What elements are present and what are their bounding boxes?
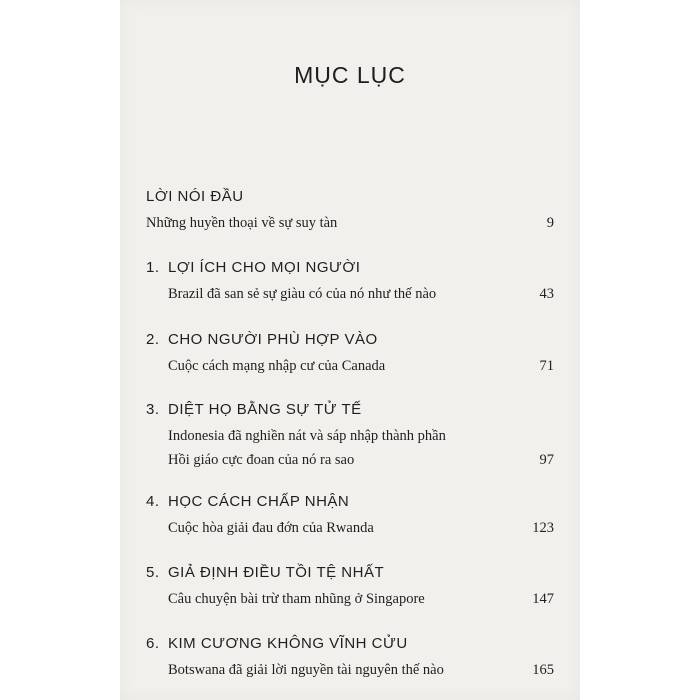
toc-page-number: 147 (532, 591, 554, 607)
toc-heading-text: HỌC CÁCH CHẤP NHẬN (168, 493, 350, 510)
toc-subtitle-line: Botswana đã giải lời nguyền tài nguyên thế nào (168, 662, 444, 678)
toc-subtitle (146, 587, 554, 611)
toc-heading (146, 330, 554, 350)
toc-subtitle-line: Indonesia đã nghiền nát và sáp nhập thành phần (168, 428, 446, 444)
toc-page-number: 71 (539, 358, 554, 374)
toc-subtitle-line: Câu chuyện bài trừ tham nhũng ở Singapore (168, 591, 425, 607)
page-title: MỤC LỤC (294, 62, 406, 88)
toc-heading (146, 563, 554, 583)
toc-subtitle (146, 658, 554, 682)
toc-heading (146, 400, 554, 420)
toc-page-number: 9 (546, 215, 554, 231)
toc-subtitle (146, 424, 554, 448)
toc-subtitle (146, 516, 554, 540)
toc-subtitle-line: Brazil đã san sẻ sự giàu có của nó như thế nào (168, 286, 437, 302)
toc-entry-6 (146, 634, 554, 682)
toc-subtitle-line: Cuộc hòa giải đau đớn của Rwanda (168, 520, 374, 536)
toc-page-number: 123 (532, 520, 554, 536)
toc-subtitle (146, 448, 554, 472)
toc-entry-5 (146, 563, 554, 611)
toc-entry-2 (146, 330, 554, 378)
toc-page-number: 97 (539, 452, 554, 468)
book-page (120, 0, 580, 700)
toc-heading-text: KIM CƯƠNG KHÔNG VĨNH CỬU (168, 635, 408, 652)
toc-heading (146, 634, 554, 654)
toc-heading-text: LỜI NÓI ĐẦU (146, 188, 244, 205)
toc-heading (146, 492, 554, 512)
toc-number: 6. (146, 635, 160, 652)
toc-heading (146, 258, 554, 278)
toc-page-number: 165 (532, 662, 554, 678)
toc-number: 3. (146, 401, 160, 418)
toc-subtitle-line: Những huyền thoại về sự suy tàn (146, 215, 338, 231)
toc-number: 1. (146, 259, 160, 276)
toc-page-number: 43 (539, 286, 554, 302)
toc-subtitle (146, 282, 554, 306)
toc-number: 2. (146, 331, 160, 348)
toc-subtitle (146, 211, 554, 235)
toc-entry-4 (146, 492, 554, 540)
toc-subtitle-line: Hồi giáo cực đoan của nó ra sao (168, 452, 355, 468)
toc-subtitle-line: Cuộc cách mạng nhập cư của Canada (168, 358, 386, 374)
toc-subtitle (146, 354, 554, 378)
toc-heading-text: CHO NGƯỜI PHÙ HỢP VÀO (168, 331, 378, 348)
toc-entry-preface (146, 187, 554, 235)
toc-heading-text: DIỆT HỌ BẰNG SỰ TỬ TẾ (168, 401, 362, 418)
toc-entry-3 (146, 400, 554, 472)
toc-entry-1 (146, 258, 554, 306)
toc-heading-text: LỢI ÍCH CHO MỌI NGƯỜI (168, 259, 361, 276)
toc-heading-text: GIẢ ĐỊNH ĐIỀU TỒI TỆ NHẤT (168, 564, 385, 581)
toc-number: 4. (146, 493, 160, 510)
toc-heading (146, 187, 554, 207)
toc-number: 5. (146, 564, 160, 581)
